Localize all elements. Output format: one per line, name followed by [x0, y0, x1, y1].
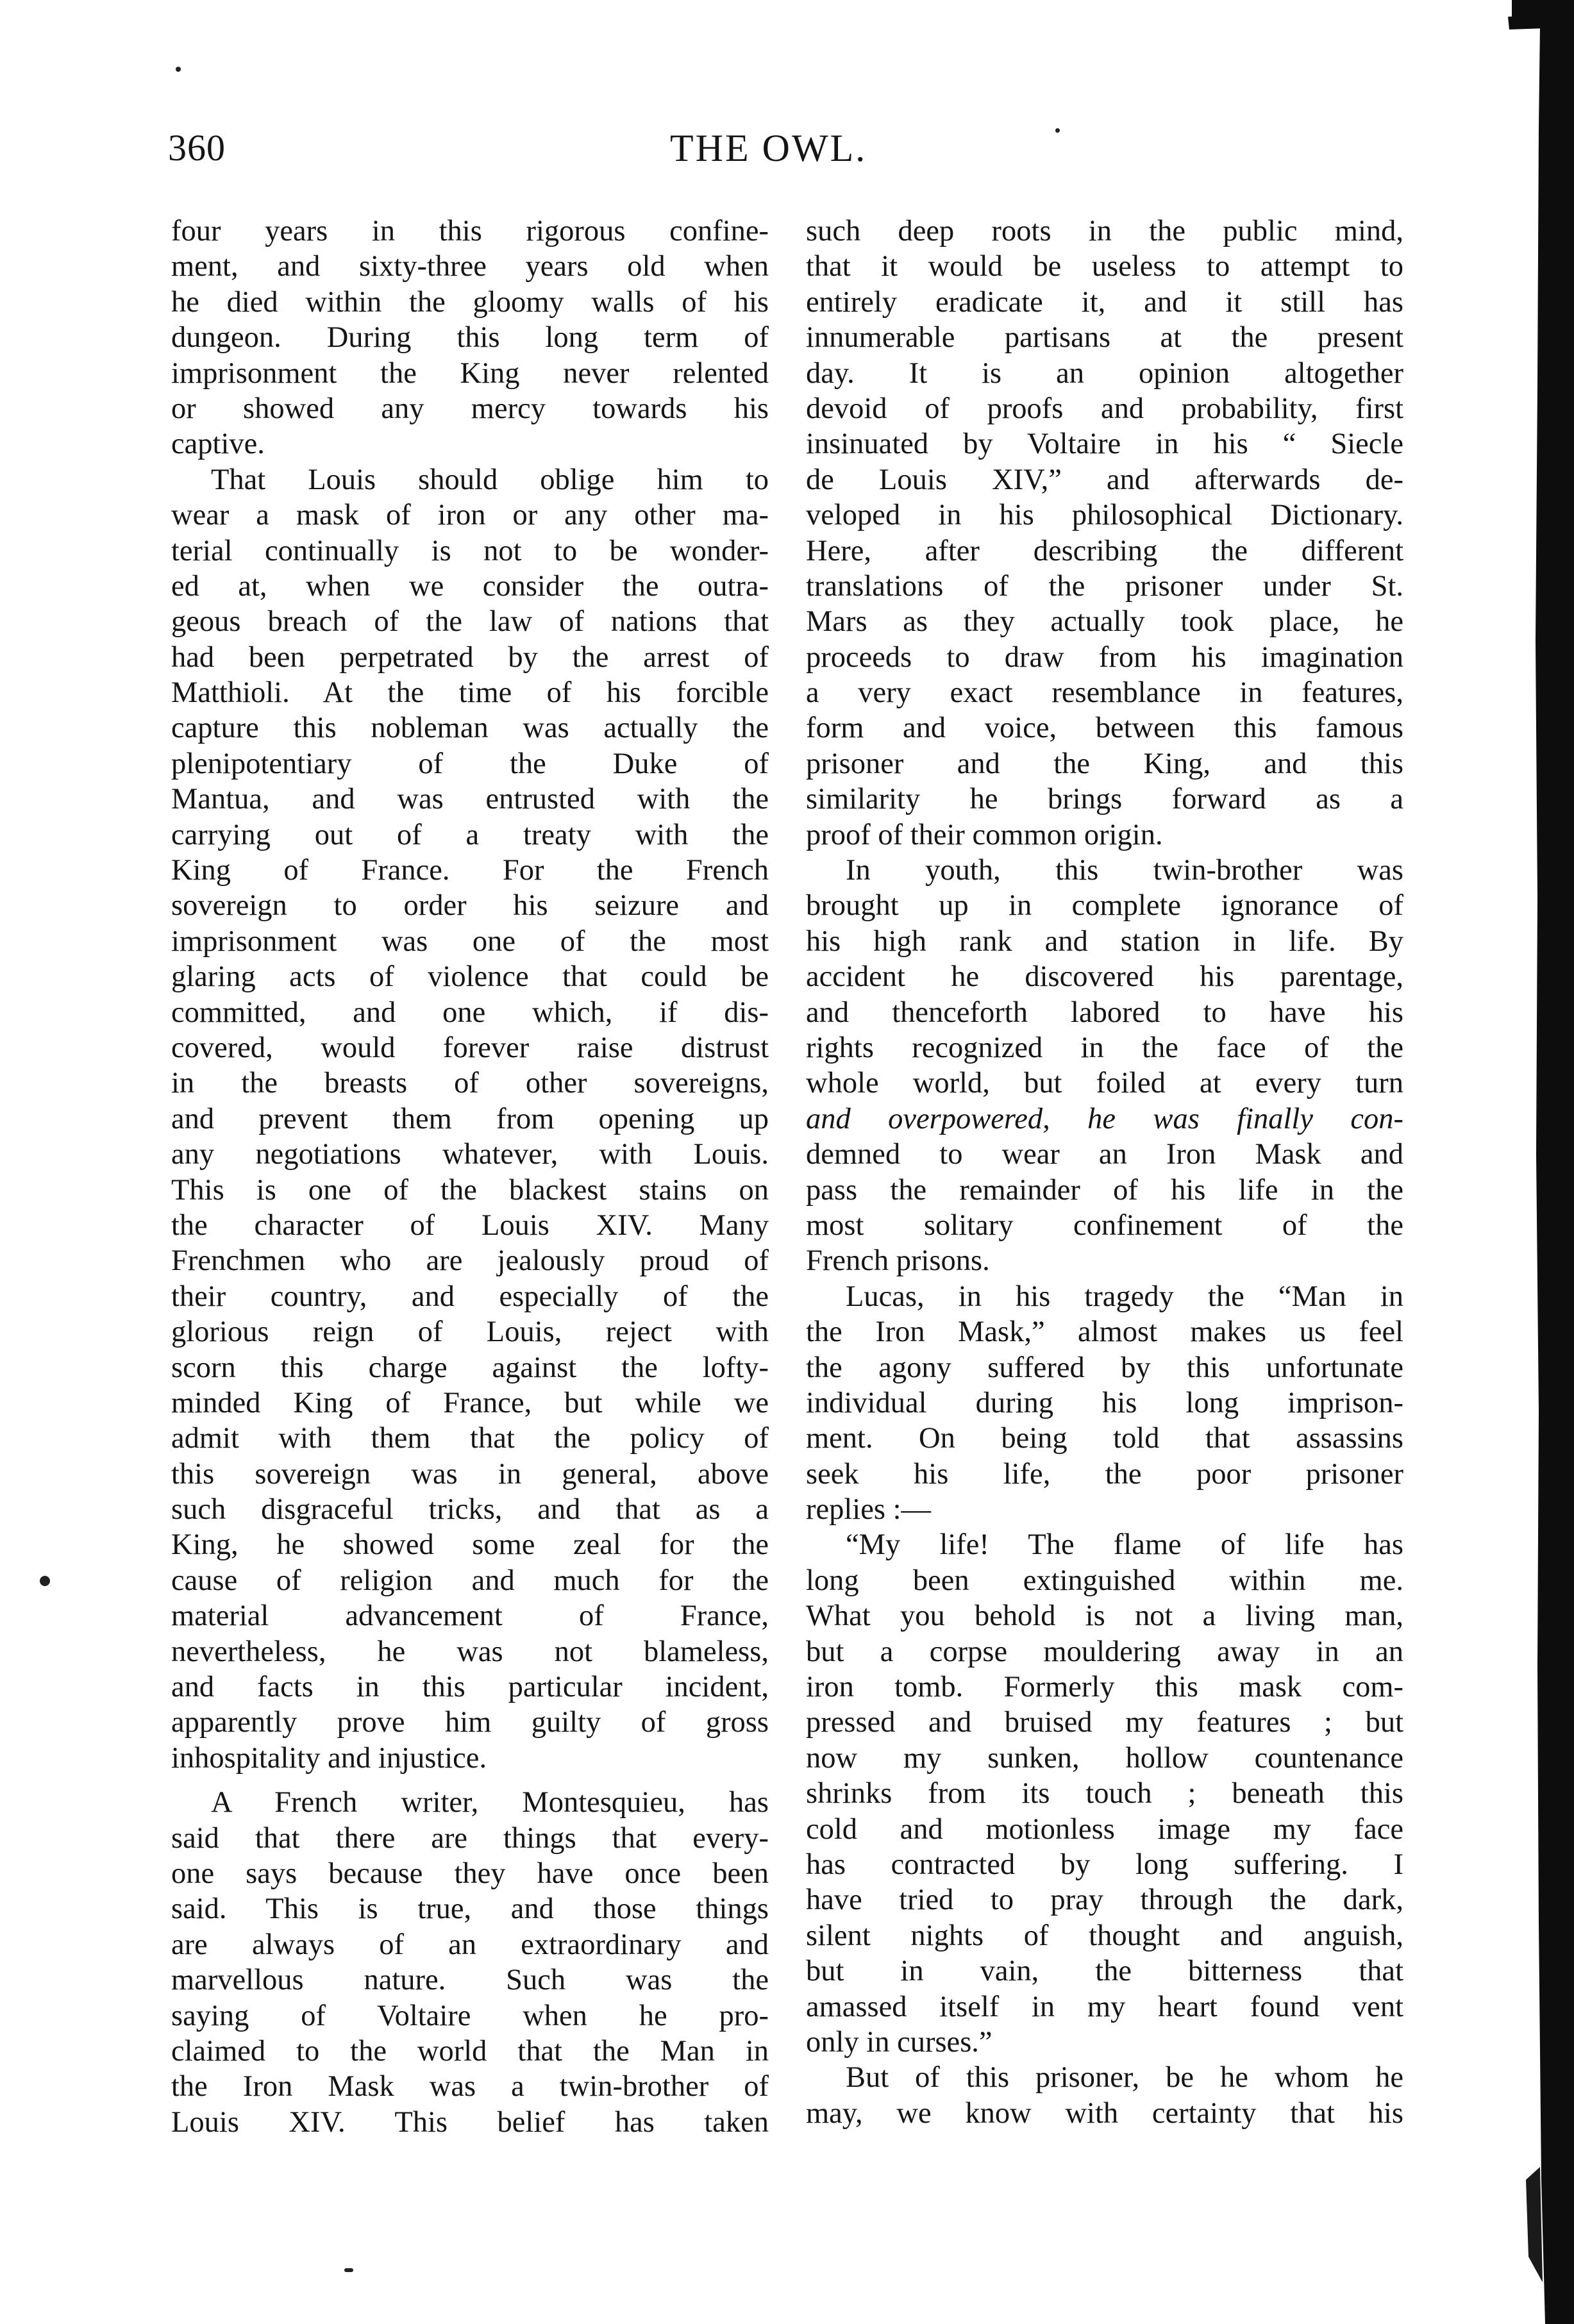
text-line: pressed and bruised my features ; but [806, 1706, 1403, 1739]
text-line: Matthioli. At the time of his forcible [171, 676, 769, 710]
text-line: individual during his long imprison- [806, 1386, 1403, 1419]
text-line: King, he showed some zeal for the [171, 1528, 769, 1562]
text-line: now my sunken, hollow countenance [806, 1741, 1403, 1775]
text-line: said. This is true, and those things [171, 1893, 769, 1926]
text-line: Mars as they actually took place, he [806, 605, 1403, 639]
text-line: covered, would forever raise distrust [171, 1031, 769, 1064]
text-line: entirely eradicate it, and it still has [806, 285, 1403, 319]
text-line: accident he discovered his parentage, [806, 960, 1403, 994]
text-line: devoid of proofs and probability, first [806, 392, 1403, 425]
text-line: carrying out of a treaty with the [171, 818, 769, 851]
running-title: THE OWL. [670, 127, 867, 169]
text-line: glaring acts of violence that could be [171, 960, 769, 994]
paragraph [171, 213, 769, 462]
text-line: most solitary confinement of the [806, 1208, 1403, 1242]
paragraph [171, 1785, 769, 2140]
text-line: cause of religion and much for the [171, 1564, 769, 1597]
text-line: that it would be useless to attempt to [806, 250, 1403, 283]
text-line: sovereign to order his seizure and [171, 889, 769, 923]
text-line: he died within the gloomy walls of his [171, 285, 769, 319]
text-line: Here, after describing the different [806, 534, 1403, 567]
text-line: Mantua, and was entrusted with the [171, 783, 769, 816]
text-line: such deep roots in the public mind, [806, 215, 1403, 247]
text-line: ment, and sixty-three years old when [171, 250, 769, 283]
text-line: ed at, when we consider the outra- [171, 569, 769, 603]
left-column [171, 213, 769, 2140]
print-speck [176, 67, 181, 72]
text-line: brought up in complete ignorance of [806, 889, 1403, 923]
print-speck [1055, 128, 1060, 133]
text-line: cold and motionless image my face [806, 1812, 1403, 1846]
text-line: has contracted by long suffering. I [806, 1848, 1403, 1881]
text-line: geous breach of the law of nations that [171, 605, 769, 639]
text-line: any negotiations whatever, with Louis. [171, 1138, 769, 1171]
text-line: rights recognized in the face of the [806, 1031, 1403, 1064]
text-line: This is one of the blackest stains on [171, 1173, 769, 1207]
text-line: had been perpetrated by the arrest of [171, 640, 769, 674]
text-line: have tried to pray through the dark, [806, 1884, 1403, 1917]
book-binding-edge [1500, 0, 1574, 2324]
text-line: “My life! The flame of life has [846, 1528, 1403, 1562]
text-line: capture this nobleman was actually the [171, 712, 769, 745]
text-line: one says because they have once been [171, 1857, 769, 1890]
text-line: But of this prisoner, be he whom he [846, 2061, 1403, 2094]
text-line: nevertheless, he was not blameless, [171, 1635, 769, 1668]
text-line: insinuated by Voltaire in his “ Siecle [806, 428, 1403, 461]
text-line: in the breasts of other sovereigns, [171, 1067, 769, 1100]
text-line: shrinks from its touch ; beneath this [806, 1777, 1403, 1810]
text-line: are always of an extraordinary and [171, 1928, 769, 1961]
text-line: glorious reign of Louis, reject with [171, 1316, 769, 1349]
text-line: and overpowered, he was finally con- [806, 1102, 1403, 1135]
text-line: but in vain, the bitterness that [806, 1955, 1403, 1988]
text-line: proceeds to draw from his imagination [806, 640, 1403, 674]
text-line: admit with them that the policy of [171, 1422, 769, 1455]
paragraph [806, 1527, 1403, 2060]
paragraph [806, 2060, 1403, 2131]
text-line: four years in this rigorous confine- [171, 215, 769, 247]
text-line: dungeon. During this long term of [171, 321, 769, 355]
text-line: only in curses.” [806, 2025, 992, 2059]
text-line: demned to wear an Iron Mask and [806, 1138, 1403, 1171]
text-line: veloped in his philosophical Dictionary. [806, 499, 1403, 532]
page-number: 360 [168, 127, 226, 169]
text-line: iron tomb. Formerly this mask com- [806, 1671, 1403, 1704]
text-line: day. It is an opinion altogether [806, 356, 1403, 390]
text-line: proof of their common origin. [806, 818, 1163, 851]
text-line: and thenceforth labored to have his [806, 996, 1403, 1029]
text-line: imprisonment was one of the most [171, 924, 769, 958]
paragraph [171, 462, 769, 1776]
text-line: material advancement of France, [171, 1600, 769, 1633]
text-line: this sovereign was in general, above [171, 1457, 769, 1491]
text-line: the Iron Mask,” almost makes us feel [806, 1316, 1403, 1349]
text-line: his high rank and station in life. By [806, 924, 1403, 958]
text-line: In youth, this twin-brother was [846, 854, 1403, 887]
text-line: scorn this charge against the lofty- [171, 1351, 769, 1384]
text-line: marvellous nature. Such was the [171, 1964, 769, 1997]
text-line: form and voice, between this famous [806, 712, 1403, 745]
text-line: minded King of France, but while we [171, 1386, 769, 1419]
text-line: a very exact resemblance in features, [806, 676, 1403, 710]
text-line: translations of the prisoner under St. [806, 569, 1403, 603]
text-line: French prisons. [806, 1244, 990, 1278]
text-line: prisoner and the King, and this [806, 747, 1403, 780]
text-line: replies :— [806, 1493, 931, 1526]
text-line: or showed any mercy towards his [171, 392, 769, 425]
text-line: seek his life, the poor prisoner [806, 1457, 1403, 1491]
text-line: saying of Voltaire when he pro- [171, 1999, 769, 2032]
paragraph [806, 213, 1403, 853]
text-line: A French writer, Montesquieu, has [211, 1786, 769, 1819]
text-line: captive. [171, 428, 265, 461]
text-line: apparently prove him guilty of gross [171, 1706, 769, 1739]
text-line: committed, and one which, if dis- [171, 996, 769, 1029]
text-line: and facts in this particular incident, [171, 1671, 769, 1704]
paragraph [806, 1279, 1403, 1528]
text-line: Lucas, in his tragedy the “Man in [846, 1280, 1403, 1313]
text-line: What you behold is not a living man, [806, 1600, 1403, 1633]
text-line: the Iron Mask was a twin-brother of [171, 2070, 769, 2103]
text-line: imprisonment the King never relented [171, 356, 769, 390]
text-line: terial continually is not to be wonder- [171, 534, 769, 567]
text-line: wear a mask of iron or any other ma- [171, 499, 769, 532]
text-line: whole world, but foiled at every turn [806, 1067, 1403, 1100]
text-line: de Louis XIV,” and afterwards de- [806, 463, 1403, 496]
text-line: silent nights of thought and anguish, [806, 1919, 1403, 1952]
text-line: such disgraceful tricks, and that as a [171, 1493, 769, 1526]
text-line: said that there are things that every- [171, 1821, 769, 1855]
text-line: and prevent them from opening up [171, 1102, 769, 1135]
text-line: inhospitality and injustice. [171, 1741, 487, 1775]
text-line: amassed itself in my heart found vent [806, 1990, 1403, 2023]
text-line: That Louis should oblige him to [211, 463, 769, 496]
text-line: long been extinguished within me. [806, 1564, 1403, 1597]
text-line: plenipotentiary of the Duke of [171, 747, 769, 780]
text-line: Frenchmen who are jealously proud of [171, 1244, 769, 1278]
text-line: may, we know with certainty that his [806, 2096, 1403, 2130]
print-speck [40, 1576, 50, 1586]
text-line: the character of Louis XIV. Many [171, 1208, 769, 1242]
text-line: King of France. For the French [171, 854, 769, 887]
text-line: innumerable partisans at the present [806, 321, 1403, 355]
paragraph [806, 853, 1403, 1279]
text-line: their country, and especially of the [171, 1280, 769, 1313]
text-line: similarity he brings forward as a [806, 783, 1403, 816]
text-line: claimed to the world that the Man in [171, 2034, 769, 2068]
text-line: Louis XIV. This belief has taken [171, 2105, 769, 2139]
print-speck [344, 2268, 353, 2272]
text-line: pass the remainder of his life in the [806, 1173, 1403, 1207]
text-line: ment. On being told that assassins [806, 1422, 1403, 1455]
right-column [806, 213, 1403, 2131]
text-line: but a corpse mouldering away in an [806, 1635, 1403, 1668]
text-line: the agony suffered by this unfortunate [806, 1351, 1403, 1384]
